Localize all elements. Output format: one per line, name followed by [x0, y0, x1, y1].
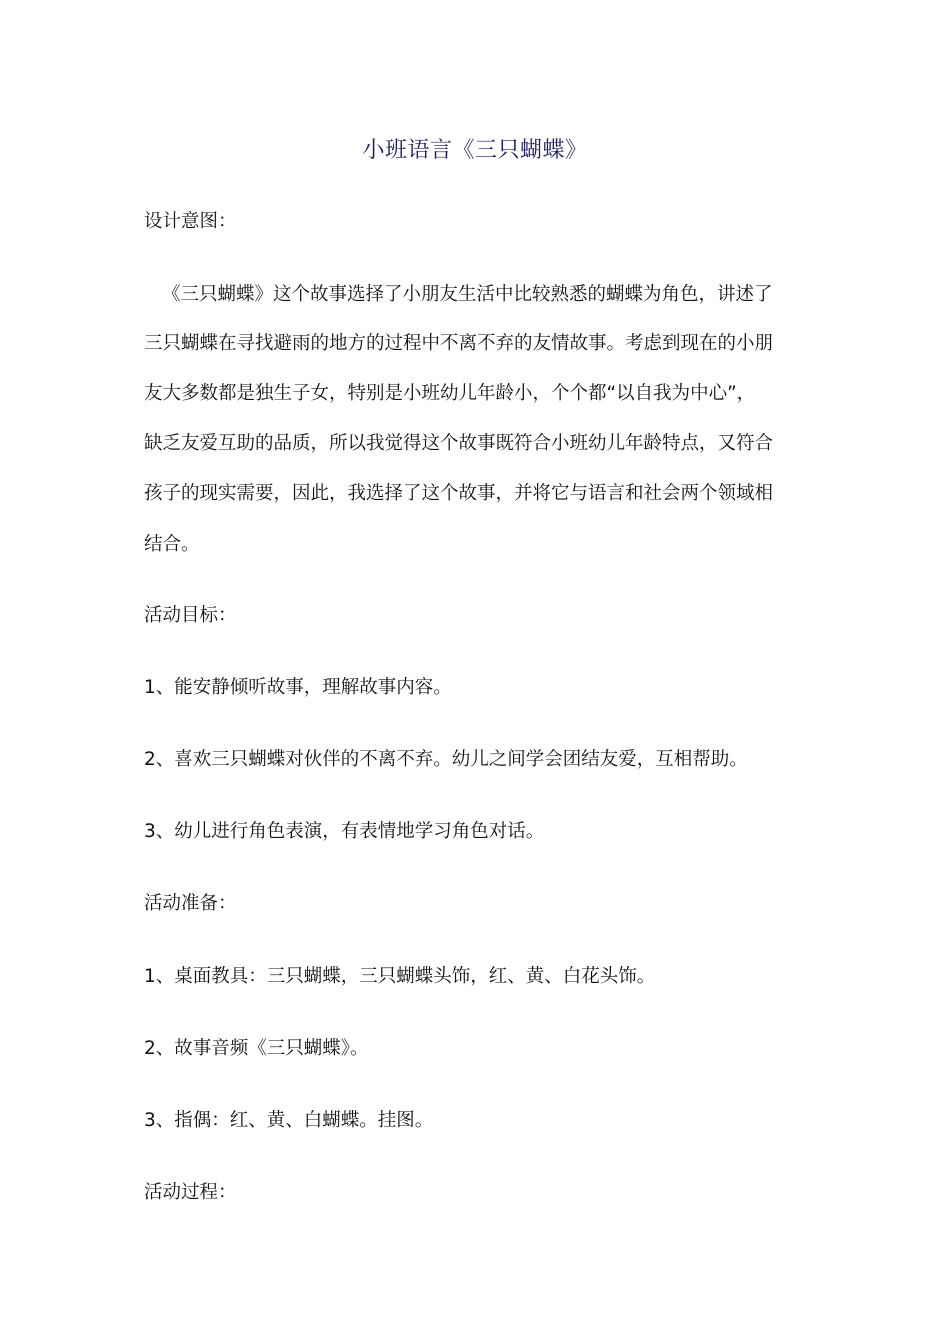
design-line: 缺乏友爱互助的品质，所以我觉得这个故事既符合小班幼儿年龄特点，又符合	[144, 433, 774, 454]
goals-heading: 活动目标：	[144, 605, 237, 626]
prep-heading: 活动准备：	[144, 893, 237, 914]
prep-item: 2、故事音频《三只蝴蝶》。	[144, 1038, 369, 1059]
goal-item: 3、幼儿进行角色表演，有表情地学习角色对话。	[144, 821, 545, 842]
prep-item: 3、指偶：红、黄、白蝴蝶。挂图。	[144, 1110, 434, 1131]
design-line: 结合。	[144, 534, 200, 555]
design-line: 《三只蝴蝶》这个故事选择了小朋友生活中比较熟悉的蝴蝶为角色，讲述了	[162, 284, 773, 305]
design-heading: 设计意图：	[144, 211, 237, 232]
design-line: 三只蝴蝶在寻找避雨的地方的过程中不离不弃的友情故事。考虑到现在的小朋	[144, 333, 774, 354]
design-line: 孩子的现实需要，因此，我选择了这个故事，并将它与语言和社会两个领域相	[144, 483, 774, 504]
document-title: 小班语言《三只蝴蝶》	[362, 138, 588, 163]
design-line: 友大多数都是独生子女，特别是小班幼儿年龄小，个个都“以自我为中心”，	[144, 383, 756, 404]
goal-item: 1、能安静倾听故事，理解故事内容。	[144, 677, 452, 698]
prep-item: 1、桌面教具：三只蝴蝶，三只蝴蝶头饰，红、黄、白花头饰。	[144, 966, 656, 987]
goal-item: 2、喜欢三只蝴蝶对伙伴的不离不弃。幼儿之间学会团结友爱，互相帮助。	[144, 749, 748, 770]
process-heading: 活动过程：	[144, 1182, 237, 1203]
